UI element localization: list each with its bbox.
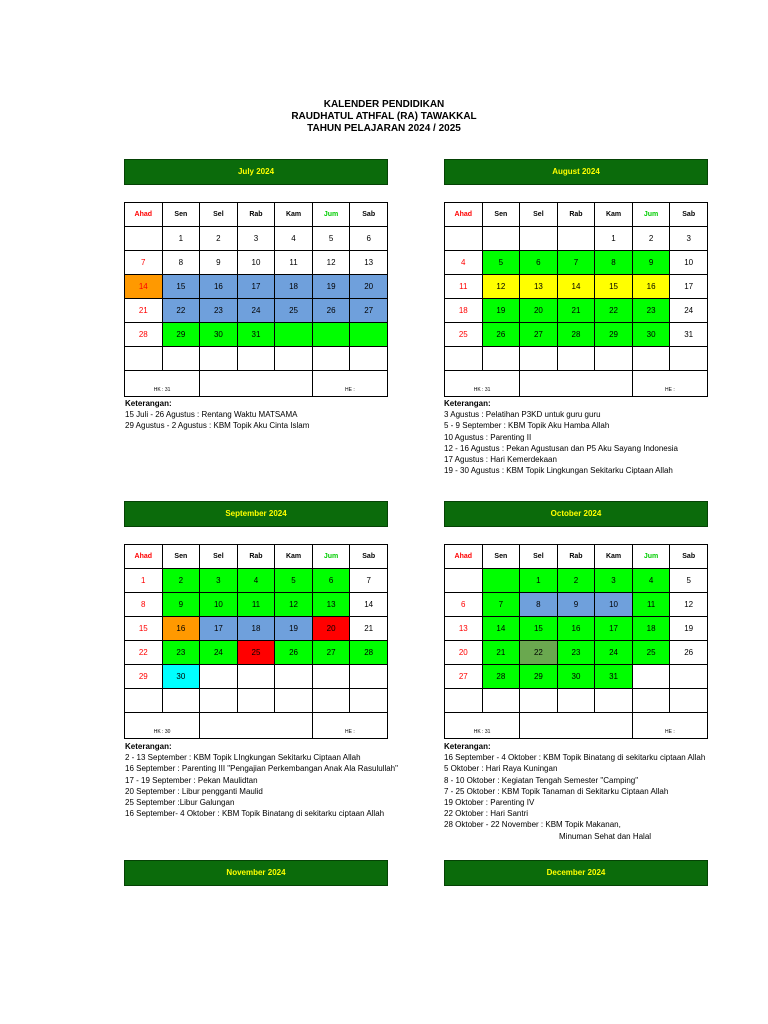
spacer-cell: [162, 527, 200, 544]
keterangan-label: Keterangan:: [125, 742, 172, 751]
date-cell: [200, 688, 238, 712]
date-cell: 11: [632, 592, 670, 616]
date-cell: 10: [237, 250, 275, 274]
note-line: 3 Agustus : Pelatihan P3KD untuk guru guru: [444, 410, 601, 420]
date-cell: 12: [275, 592, 313, 616]
date-cell: 31: [237, 322, 275, 346]
spacer-cell: [162, 185, 200, 202]
note-line: 7 - 25 Oktober : KBM Topik Tanaman di Sekitarku Ciptaan Allah: [444, 786, 669, 796]
date-cell: 14: [482, 616, 520, 640]
date-cell: 8: [595, 250, 633, 274]
date-cell: 18: [275, 274, 313, 298]
date-cell: 7: [482, 592, 520, 616]
spacer-cell: [312, 185, 350, 202]
date-cell: 11: [237, 592, 275, 616]
day-name-jum: Jum: [312, 544, 350, 568]
date-cell: 30: [200, 322, 238, 346]
date-cell: 25: [237, 640, 275, 664]
date-cell: 28: [125, 322, 163, 346]
he-label: HE :: [312, 712, 387, 738]
date-cell: 9: [162, 592, 200, 616]
date-cell: 22: [125, 640, 163, 664]
date-cell: [595, 688, 633, 712]
date-cell: 26: [312, 298, 350, 322]
day-name-ahad: Ahad: [125, 202, 163, 226]
note-line: 29 Agustus - 2 Agustus : KBM Topik Aku Cinta Islam: [125, 421, 310, 431]
note-line: 12 - 16 Agustus : Pekan Agustusan dan P5 Aku Sayang Indonesia: [444, 443, 678, 453]
date-cell: [162, 688, 200, 712]
spacer-cell: [520, 712, 633, 738]
date-cell: 24: [200, 640, 238, 664]
date-cell: 1: [595, 226, 633, 250]
note-line: 15 Juli - 26 Agustus : Rentang Waktu MATSAMA: [125, 410, 298, 420]
date-cell: 24: [595, 640, 633, 664]
date-cell: 21: [557, 298, 595, 322]
calendar-october: [444, 501, 696, 739]
date-cell: 23: [162, 640, 200, 664]
date-cell: 27: [312, 640, 350, 664]
he-label: HE :: [632, 712, 707, 738]
date-cell: 15: [162, 274, 200, 298]
date-cell: 29: [595, 322, 633, 346]
date-cell: [312, 664, 350, 688]
date-cell: 2: [200, 226, 238, 250]
day-name-jum: Jum: [632, 202, 670, 226]
date-cell: 27: [350, 298, 388, 322]
month-header: October 2024: [444, 501, 708, 527]
notes-august: [444, 398, 678, 476]
day-name-sel: Sel: [200, 544, 238, 568]
date-cell: [520, 226, 558, 250]
month-header: July 2024: [124, 159, 388, 185]
date-cell: 20: [445, 640, 483, 664]
day-name-kam: Kam: [595, 544, 633, 568]
day-name-ahad: Ahad: [445, 544, 483, 568]
date-cell: 13: [312, 592, 350, 616]
note-line: 25 September :Libur Galungan: [125, 798, 235, 808]
month-header: December 2024: [444, 860, 708, 886]
date-cell: 27: [445, 664, 483, 688]
date-cell: 5: [275, 568, 313, 592]
date-cell: 2: [557, 568, 595, 592]
date-cell: 17: [670, 274, 708, 298]
date-cell: 29: [125, 664, 163, 688]
date-cell: [557, 346, 595, 370]
date-cell: 18: [237, 616, 275, 640]
date-cell: [482, 688, 520, 712]
notes-july: [125, 398, 425, 432]
date-cell: 26: [670, 640, 708, 664]
note-line: Minuman Sehat dan Halal: [559, 831, 652, 841]
spacer-cell: [632, 527, 670, 544]
date-cell: 28: [482, 664, 520, 688]
date-cell: 7: [125, 250, 163, 274]
spacer-cell: [275, 527, 313, 544]
date-cell: 31: [670, 322, 708, 346]
date-cell: [312, 322, 350, 346]
calendar-july: [124, 159, 388, 397]
note-line: 17 Agustus : Hari Kemerdekaan: [444, 455, 557, 465]
date-cell: 4: [275, 226, 313, 250]
date-cell: 12: [312, 250, 350, 274]
date-cell: 21: [125, 298, 163, 322]
date-cell: 29: [520, 664, 558, 688]
date-cell: 2: [162, 568, 200, 592]
day-name-jum: Jum: [312, 202, 350, 226]
calendar-november: [124, 860, 388, 886]
date-cell: 20: [350, 274, 388, 298]
spacer-cell: [237, 185, 275, 202]
date-cell: [632, 346, 670, 370]
date-cell: 22: [520, 640, 558, 664]
date-cell: [445, 688, 483, 712]
note-line: 22 Oktober : Hari Santri: [444, 809, 529, 819]
date-cell: [237, 346, 275, 370]
date-cell: 12: [482, 274, 520, 298]
date-cell: [670, 346, 708, 370]
date-cell: 24: [237, 298, 275, 322]
date-cell: [312, 688, 350, 712]
spacer-cell: [350, 185, 388, 202]
spacer-cell: [445, 527, 483, 544]
date-cell: [275, 664, 313, 688]
date-cell: 14: [557, 274, 595, 298]
date-cell: 7: [557, 250, 595, 274]
note-line: 20 September : Libur pengganti Maulid: [125, 786, 263, 796]
note-line: 5 - 9 September : KBM Topik Aku Hamba Allah: [444, 421, 610, 431]
date-cell: 24: [670, 298, 708, 322]
date-cell: 6: [445, 592, 483, 616]
date-cell: 8: [162, 250, 200, 274]
date-cell: 15: [520, 616, 558, 640]
date-cell: 13: [350, 250, 388, 274]
note-line: 8 - 10 Oktober : Kegiatan Tengah Semester "Camping": [444, 775, 639, 785]
day-name-ahad: Ahad: [445, 202, 483, 226]
spacer-cell: [275, 185, 313, 202]
note-line: 5 Oktober : Hari Raya Kuningan: [444, 764, 558, 774]
spacer-cell: [632, 185, 670, 202]
day-name-rab: Rab: [557, 544, 595, 568]
date-cell: 5: [312, 226, 350, 250]
note-line: 19 Oktober : Parenting IV: [444, 798, 535, 808]
doc-title-line3: TAHUN PELAJARAN 2024 / 2025: [307, 123, 461, 134]
note-line: 28 Oktober - 22 November : KBM Topik Makanan,: [444, 820, 621, 830]
spacer-cell: [312, 527, 350, 544]
spacer-cell: [482, 527, 520, 544]
note-line: 16 September - 4 Oktober : KBM Topik Binatang di sekitarku ciptaan Allah: [444, 753, 706, 763]
date-cell: [125, 346, 163, 370]
day-name-sen: Sen: [482, 544, 520, 568]
date-cell: [482, 346, 520, 370]
date-cell: 17: [595, 616, 633, 640]
day-name-sab: Sab: [670, 202, 708, 226]
spacer-cell: [557, 527, 595, 544]
date-cell: 8: [520, 592, 558, 616]
spacer-cell: [200, 712, 313, 738]
date-cell: 9: [557, 592, 595, 616]
date-cell: 16: [557, 616, 595, 640]
notes-october: [444, 741, 706, 842]
date-cell: [275, 322, 313, 346]
date-cell: [445, 568, 483, 592]
date-cell: [670, 688, 708, 712]
spacer-cell: [445, 185, 483, 202]
date-cell: 16: [632, 274, 670, 298]
date-cell: 27: [520, 322, 558, 346]
date-cell: [520, 688, 558, 712]
date-cell: 19: [275, 616, 313, 640]
day-name-sen: Sen: [482, 202, 520, 226]
spacer-cell: [350, 527, 388, 544]
month-header: November 2024: [124, 860, 388, 886]
date-cell: [237, 664, 275, 688]
date-cell: 1: [520, 568, 558, 592]
month-header: August 2024: [444, 159, 708, 185]
date-cell: [350, 322, 388, 346]
calendar-grid: [124, 527, 388, 739]
day-name-sel: Sel: [520, 202, 558, 226]
doc-title-line1: KALENDER PENDIDIKAN: [323, 99, 445, 110]
hk-label: HK : 30: [125, 712, 200, 738]
date-cell: 17: [200, 616, 238, 640]
date-cell: 9: [200, 250, 238, 274]
date-cell: 3: [595, 568, 633, 592]
date-cell: 5: [482, 250, 520, 274]
keterangan-label: Keterangan:: [125, 399, 172, 408]
date-cell: 4: [445, 250, 483, 274]
hk-label: HK : 31: [445, 712, 520, 738]
date-cell: 2: [632, 226, 670, 250]
date-cell: 19: [670, 616, 708, 640]
spacer-cell: [125, 527, 163, 544]
date-cell: 20: [312, 616, 350, 640]
hk-label: HK : 31: [125, 370, 200, 396]
date-cell: 23: [200, 298, 238, 322]
date-cell: 6: [520, 250, 558, 274]
day-name-kam: Kam: [275, 202, 313, 226]
date-cell: [482, 568, 520, 592]
spacer-cell: [125, 185, 163, 202]
date-cell: 10: [200, 592, 238, 616]
date-cell: 18: [632, 616, 670, 640]
calendar-grid: [444, 527, 708, 739]
date-cell: 29: [162, 322, 200, 346]
keterangan-label: Keterangan:: [444, 742, 491, 751]
he-label: HE :: [632, 370, 707, 396]
spacer-cell: [670, 527, 708, 544]
date-cell: [445, 346, 483, 370]
date-cell: 3: [237, 226, 275, 250]
he-label: HE :: [312, 370, 387, 396]
date-cell: 30: [557, 664, 595, 688]
spacer-cell: [520, 185, 558, 202]
date-cell: 13: [520, 274, 558, 298]
date-cell: 7: [350, 568, 388, 592]
date-cell: 1: [125, 568, 163, 592]
date-cell: [350, 688, 388, 712]
date-cell: [275, 346, 313, 370]
date-cell: 14: [125, 274, 163, 298]
date-cell: 19: [312, 274, 350, 298]
date-cell: 6: [350, 226, 388, 250]
spacer-cell: [595, 527, 633, 544]
note-line: 2 - 13 September : KBM Topik LIngkungan Sekitarku Ciptaan Allah: [125, 753, 361, 763]
date-cell: 28: [350, 640, 388, 664]
spacer-cell: [200, 370, 313, 396]
date-cell: [632, 664, 670, 688]
spacer-cell: [200, 527, 238, 544]
date-cell: 14: [350, 592, 388, 616]
date-cell: [125, 688, 163, 712]
date-cell: 25: [275, 298, 313, 322]
date-cell: 23: [557, 640, 595, 664]
date-cell: [557, 688, 595, 712]
date-cell: 21: [482, 640, 520, 664]
date-cell: 26: [275, 640, 313, 664]
date-cell: [200, 664, 238, 688]
day-name-sab: Sab: [350, 544, 388, 568]
date-cell: 4: [632, 568, 670, 592]
spacer-cell: [520, 527, 558, 544]
spacer-cell: [237, 527, 275, 544]
note-line: 10 Agustus : Parenting II: [444, 432, 532, 442]
date-cell: 31: [595, 664, 633, 688]
date-cell: 25: [632, 640, 670, 664]
day-name-jum: Jum: [632, 544, 670, 568]
date-cell: [237, 688, 275, 712]
date-cell: 3: [670, 226, 708, 250]
doc-title-line2: RAUDHATUL ATHFAL (RA) TAWAKKAL: [291, 111, 477, 122]
date-cell: [200, 346, 238, 370]
date-cell: 3: [200, 568, 238, 592]
date-cell: 17: [237, 274, 275, 298]
day-name-ahad: Ahad: [125, 544, 163, 568]
keterangan-label: Keterangan:: [444, 399, 491, 408]
date-cell: [350, 346, 388, 370]
spacer-cell: [200, 185, 238, 202]
note-line: 16 September : Parenting III "Pengajian Perkembangan Anak Ala Rasulullah": [125, 764, 398, 774]
date-cell: [275, 688, 313, 712]
date-cell: 25: [445, 322, 483, 346]
date-cell: [445, 226, 483, 250]
calendar-grid: [124, 185, 388, 397]
spacer-cell: [482, 185, 520, 202]
date-cell: 10: [595, 592, 633, 616]
date-cell: 10: [670, 250, 708, 274]
date-cell: [520, 346, 558, 370]
date-cell: 12: [670, 592, 708, 616]
calendar-september: [124, 501, 388, 739]
date-cell: 19: [482, 298, 520, 322]
date-cell: 16: [162, 616, 200, 640]
day-name-sab: Sab: [350, 202, 388, 226]
date-cell: 26: [482, 322, 520, 346]
month-header: September 2024: [124, 501, 388, 527]
date-cell: 18: [445, 298, 483, 322]
date-cell: 23: [632, 298, 670, 322]
date-cell: 11: [275, 250, 313, 274]
date-cell: 28: [557, 322, 595, 346]
date-cell: 22: [162, 298, 200, 322]
calendar-august: [444, 159, 696, 397]
date-cell: [557, 226, 595, 250]
date-cell: 1: [162, 226, 200, 250]
date-cell: 6: [312, 568, 350, 592]
spacer-cell: [520, 370, 633, 396]
date-cell: 30: [632, 322, 670, 346]
note-line: 19 - 30 Agustus : KBM Topik Lingkungan Sekitarku Ciptaan Allah: [444, 466, 673, 476]
date-cell: 5: [670, 568, 708, 592]
date-cell: 15: [125, 616, 163, 640]
day-name-rab: Rab: [557, 202, 595, 226]
date-cell: 9: [632, 250, 670, 274]
calendar-december: [444, 860, 708, 886]
date-cell: 21: [350, 616, 388, 640]
date-cell: [162, 346, 200, 370]
date-cell: 20: [520, 298, 558, 322]
date-cell: 22: [595, 298, 633, 322]
date-cell: 11: [445, 274, 483, 298]
date-cell: [670, 664, 708, 688]
date-cell: 15: [595, 274, 633, 298]
day-name-rab: Rab: [237, 544, 275, 568]
day-name-sen: Sen: [162, 202, 200, 226]
spacer-cell: [595, 185, 633, 202]
date-cell: [482, 226, 520, 250]
day-name-rab: Rab: [237, 202, 275, 226]
date-cell: [125, 226, 163, 250]
date-cell: [632, 688, 670, 712]
calendar-grid: [444, 185, 708, 397]
date-cell: 8: [125, 592, 163, 616]
date-cell: [595, 346, 633, 370]
date-cell: [312, 346, 350, 370]
day-name-kam: Kam: [275, 544, 313, 568]
date-cell: 16: [200, 274, 238, 298]
note-line: 16 September- 4 Oktober : KBM Topik Binatang di sekitarku ciptaan Allah: [125, 809, 385, 819]
date-cell: 30: [162, 664, 200, 688]
day-name-kam: Kam: [595, 202, 633, 226]
notes-september: [125, 741, 425, 819]
hk-label: HK : 31: [445, 370, 520, 396]
day-name-sen: Sen: [162, 544, 200, 568]
spacer-cell: [557, 185, 595, 202]
date-cell: [350, 664, 388, 688]
note-line: 17 - 19 September : Pekan Maulidtan: [125, 775, 258, 785]
day-name-sel: Sel: [200, 202, 238, 226]
day-name-sab: Sab: [670, 544, 708, 568]
date-cell: 13: [445, 616, 483, 640]
day-name-sel: Sel: [520, 544, 558, 568]
date-cell: 4: [237, 568, 275, 592]
spacer-cell: [670, 185, 708, 202]
